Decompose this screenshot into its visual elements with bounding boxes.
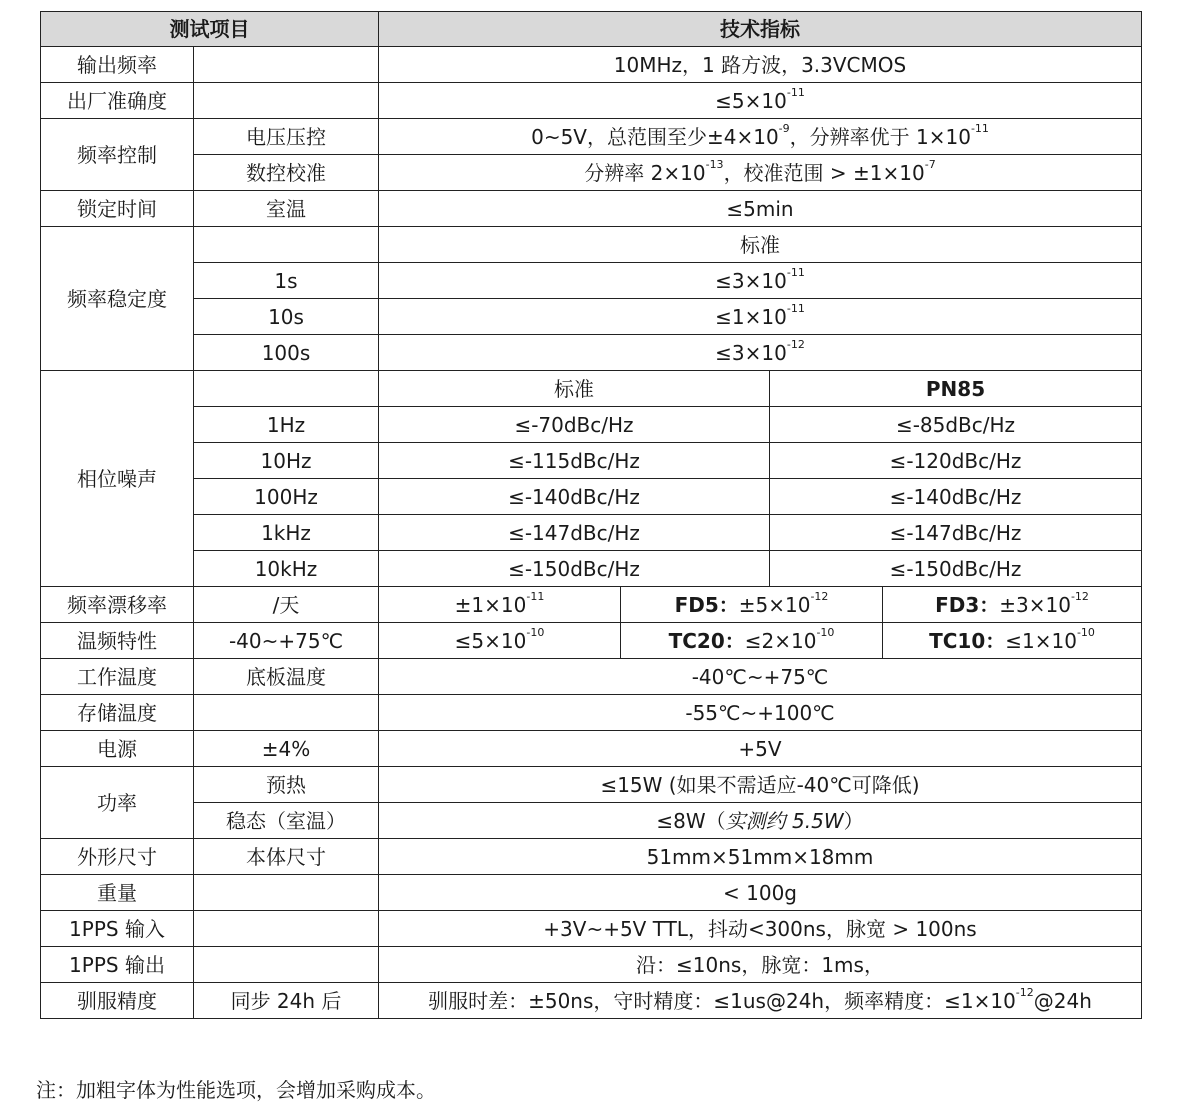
row-value: TC20：$\le 2\times 10^{-10}$	[621, 623, 883, 659]
row-value: ≤-147dBc/Hz	[770, 515, 1142, 551]
row-value: ≤5min	[379, 191, 1142, 227]
row-value: TC10：$\le 1\times 10^{-10}$	[883, 623, 1142, 659]
table-row	[41, 587, 1142, 623]
row-value: < 100g	[379, 875, 1142, 911]
row-label: 频率稳定度	[41, 227, 194, 371]
row-label: 驯服精度	[41, 983, 194, 1019]
footnote: 注：加粗字体为性能选项，会增加采购成本。	[36, 1078, 436, 1102]
row-sub: /天	[194, 587, 379, 623]
table-row	[41, 155, 1142, 191]
row-label: 重量	[41, 875, 194, 911]
column-header: 标准	[379, 227, 1142, 263]
table-row	[41, 839, 1142, 875]
row-label: 出厂准确度	[41, 83, 194, 119]
row-value: $\le 5\times 10^{-11}$	[379, 83, 1142, 119]
row-value: $\le 1\times 10^{-11}$	[379, 299, 1142, 335]
spec-table	[40, 11, 1142, 1019]
row-value: +5V	[379, 731, 1142, 767]
row-sub: 数控校准	[194, 155, 379, 191]
table-row	[41, 551, 1142, 587]
table-row	[41, 119, 1142, 155]
row-value: FD5：$\pm 5\times 10^{-12}$	[621, 587, 883, 623]
row-value: 0~5V，总范围至少$\pm 4\times 10^{-9}$，分辨率优于 $1\times 10^{-11}$	[379, 119, 1142, 155]
table-row	[41, 479, 1142, 515]
row-label: 工作温度	[41, 659, 194, 695]
column-header: 标准	[379, 371, 770, 407]
row-value: ≤-120dBc/Hz	[770, 443, 1142, 479]
row-label: 外形尺寸	[41, 839, 194, 875]
row-sub: 1s	[194, 263, 379, 299]
row-value: 51mm×51mm×18mm	[379, 839, 1142, 875]
header-item: 测试项目	[41, 12, 379, 47]
row-value: +3V~+5V TTL，抖动<300ns，脉宽 > 100ns	[379, 911, 1142, 947]
table-row	[41, 335, 1142, 371]
row-value: ≤-115dBc/Hz	[379, 443, 770, 479]
row-sub: 10s	[194, 299, 379, 335]
row-value: 驯服时差：±50ns，守时精度：≤1us@24h，频率精度：$\le 1\times 10^{-12}@24h$	[379, 983, 1142, 1019]
row-value: -40℃~+75℃	[379, 659, 1142, 695]
table-row	[41, 263, 1142, 299]
row-label: 存储温度	[41, 695, 194, 731]
table-row	[41, 83, 1142, 119]
row-sub: 10kHz	[194, 551, 379, 587]
table-row	[41, 443, 1142, 479]
row-sub: 1Hz	[194, 407, 379, 443]
row-value: ≤-150dBc/Hz	[379, 551, 770, 587]
table-row	[41, 983, 1142, 1019]
row-value: $\le 3\times 10^{-11}$	[379, 263, 1142, 299]
table-row	[41, 659, 1142, 695]
table-row	[41, 767, 1142, 803]
header-spec: 技术指标	[379, 12, 1142, 47]
table-row	[41, 875, 1142, 911]
row-value: $\le 3\times 10^{-12}$	[379, 335, 1142, 371]
table-row	[41, 371, 1142, 407]
row-sub: 本体尺寸	[194, 839, 379, 875]
row-value: 沿：≤10ns，脉宽：1ms，	[379, 947, 1142, 983]
row-value: FD3：$\pm 3\times 10^{-12}$	[883, 587, 1142, 623]
row-sub: 10Hz	[194, 443, 379, 479]
row-value: 10MHz，1 路方波，3.3VCMOS	[379, 47, 1142, 83]
table-row	[41, 947, 1142, 983]
table-row	[41, 695, 1142, 731]
table-row	[41, 191, 1142, 227]
table-row	[41, 299, 1142, 335]
row-value: ≤8W（实测约 5.5W）	[379, 803, 1142, 839]
row-value: ≤-140dBc/Hz	[770, 479, 1142, 515]
row-sub: 100s	[194, 335, 379, 371]
row-label: 1PPS 输出	[41, 947, 194, 983]
row-sub: 同步 24h 后	[194, 983, 379, 1019]
column-header: PN85	[770, 371, 1142, 407]
row-label: 输出频率	[41, 47, 194, 83]
row-sub: 100Hz	[194, 479, 379, 515]
row-value: ≤-85dBc/Hz	[770, 407, 1142, 443]
row-value: ≤15W (如果不需适应-40℃可降低)	[379, 767, 1142, 803]
row-sub: 稳态（室温）	[194, 803, 379, 839]
row-label: 锁定时间	[41, 191, 194, 227]
row-sub: 室温	[194, 191, 379, 227]
row-label: 频率漂移率	[41, 587, 194, 623]
row-label: 温频特性	[41, 623, 194, 659]
row-value: ≤-150dBc/Hz	[770, 551, 1142, 587]
row-value: $\pm 1\times 10^{-11}$	[379, 587, 621, 623]
row-value: $\le 5\times 10^{-10}$	[379, 623, 621, 659]
row-sub: 预热	[194, 767, 379, 803]
table-row	[41, 515, 1142, 551]
row-label: 功率	[41, 767, 194, 839]
header-row	[41, 12, 1142, 47]
row-label: 相位噪声	[41, 371, 194, 587]
table-row	[41, 623, 1142, 659]
row-value: -55℃~+100℃	[379, 695, 1142, 731]
table-row	[41, 47, 1142, 83]
table-row	[41, 227, 1142, 263]
row-label: 电源	[41, 731, 194, 767]
row-sub: 底板温度	[194, 659, 379, 695]
row-sub: 电压压控	[194, 119, 379, 155]
row-sub: ±4%	[194, 731, 379, 767]
row-sub: 1kHz	[194, 515, 379, 551]
row-label: 频率控制	[41, 119, 194, 191]
row-value: ≤-70dBc/Hz	[379, 407, 770, 443]
table-row	[41, 911, 1142, 947]
row-sub: -40~+75℃	[194, 623, 379, 659]
row-value: 分辨率 $2\times 10^{-13}$，校准范围 > $\pm 1\times 10^{-7}$	[379, 155, 1142, 191]
table-row	[41, 407, 1142, 443]
row-value: ≤-140dBc/Hz	[379, 479, 770, 515]
row-value: ≤-147dBc/Hz	[379, 515, 770, 551]
table-row	[41, 803, 1142, 839]
table-row	[41, 731, 1142, 767]
row-label: 1PPS 输入	[41, 911, 194, 947]
